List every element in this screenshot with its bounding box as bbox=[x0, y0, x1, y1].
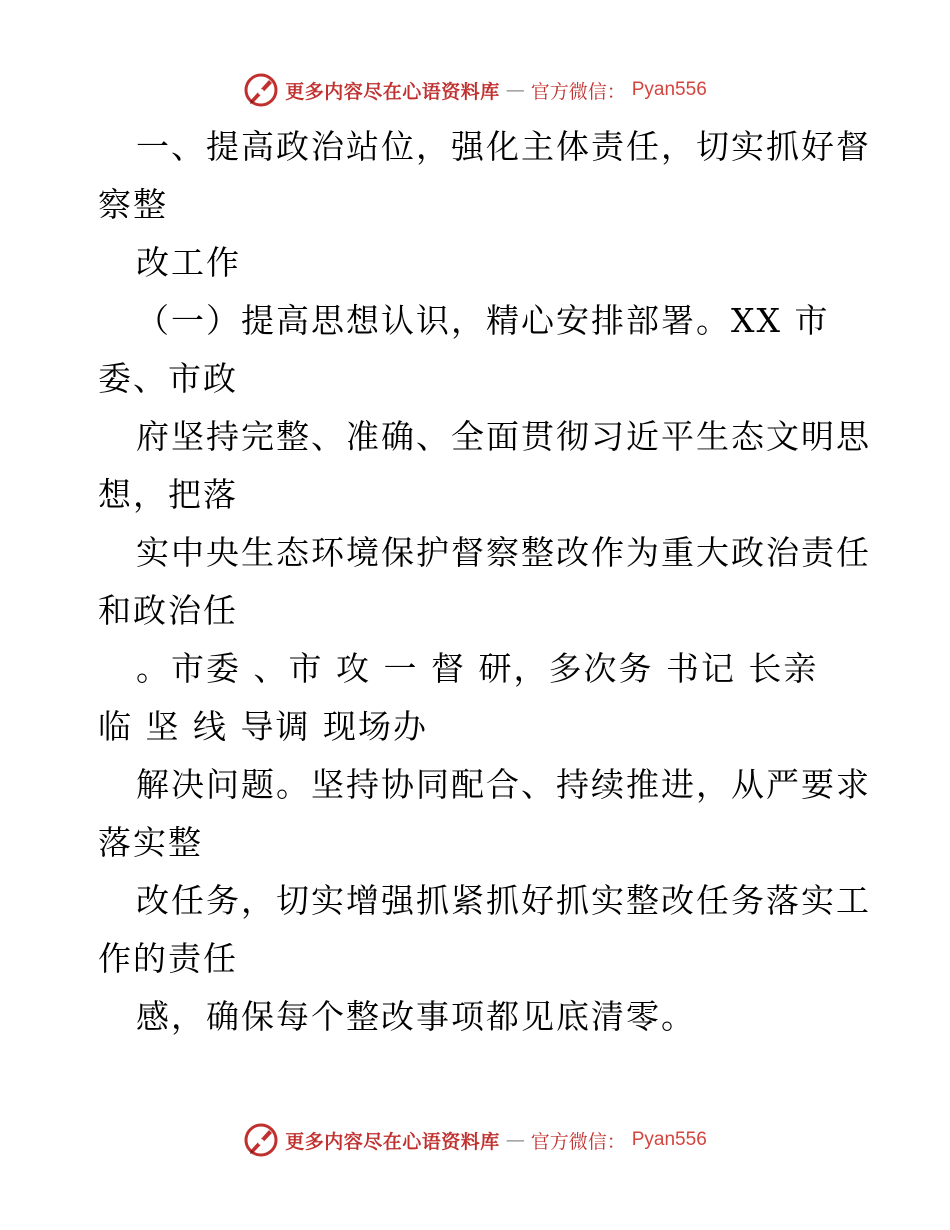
banner-wechat-id: Pyan556 bbox=[631, 1129, 707, 1150]
text-line: 感，确保每个整改事项都见底清零。 bbox=[136, 997, 696, 1036]
text-line: 改任务，切实增强抓紧抓好抓实整改任务落实工 bbox=[136, 881, 871, 920]
banner-title: 更多内容尽在心语资料库 bbox=[285, 1130, 500, 1153]
text-line: 委、市政 bbox=[98, 359, 238, 398]
footer-banner bbox=[0, 1120, 950, 1160]
banner-wechat-label: 官方微信： bbox=[530, 1130, 626, 1153]
quill-pen-logo-icon bbox=[243, 1122, 279, 1158]
text-line: 。市委 、市 攻 一 督 研，多次务 书记 长亲 bbox=[136, 649, 819, 688]
text-line: 落实整 bbox=[98, 823, 203, 862]
text-line: 和政治任 bbox=[98, 591, 238, 630]
quill-pen-logo-icon bbox=[243, 72, 279, 108]
text-line: 临 坚 线 导调 现场办 bbox=[98, 707, 428, 746]
text-line: 作的责任 bbox=[98, 939, 238, 978]
document-body bbox=[98, 118, 871, 1046]
text-line: 改工作 bbox=[136, 243, 241, 282]
banner-dash: — bbox=[505, 79, 525, 101]
text-line: 解决问题。坚持协同配合、持续推进，从严要求 bbox=[136, 765, 871, 804]
text-line: 察整 bbox=[98, 185, 168, 224]
text-line: 实中央生态环境保护督察整改作为重大政治责任 bbox=[136, 533, 871, 572]
banner-wechat-label: 官方微信： bbox=[530, 80, 626, 103]
text-line: 一、提高政治站位，强化主体责任，切实抓好督 bbox=[136, 127, 871, 166]
text-line: 想，把落 bbox=[98, 475, 238, 514]
text-line: （一）提高思想认识，精心安排部署。XX 市 bbox=[136, 301, 830, 340]
banner-wechat-id: Pyan556 bbox=[631, 79, 707, 100]
text-line: 府坚持完整、准确、全面贯彻习近平生态文明思 bbox=[136, 417, 871, 456]
banner-dash: — bbox=[505, 1129, 525, 1151]
banner-title: 更多内容尽在心语资料库 bbox=[285, 80, 500, 103]
header-banner bbox=[0, 70, 950, 110]
